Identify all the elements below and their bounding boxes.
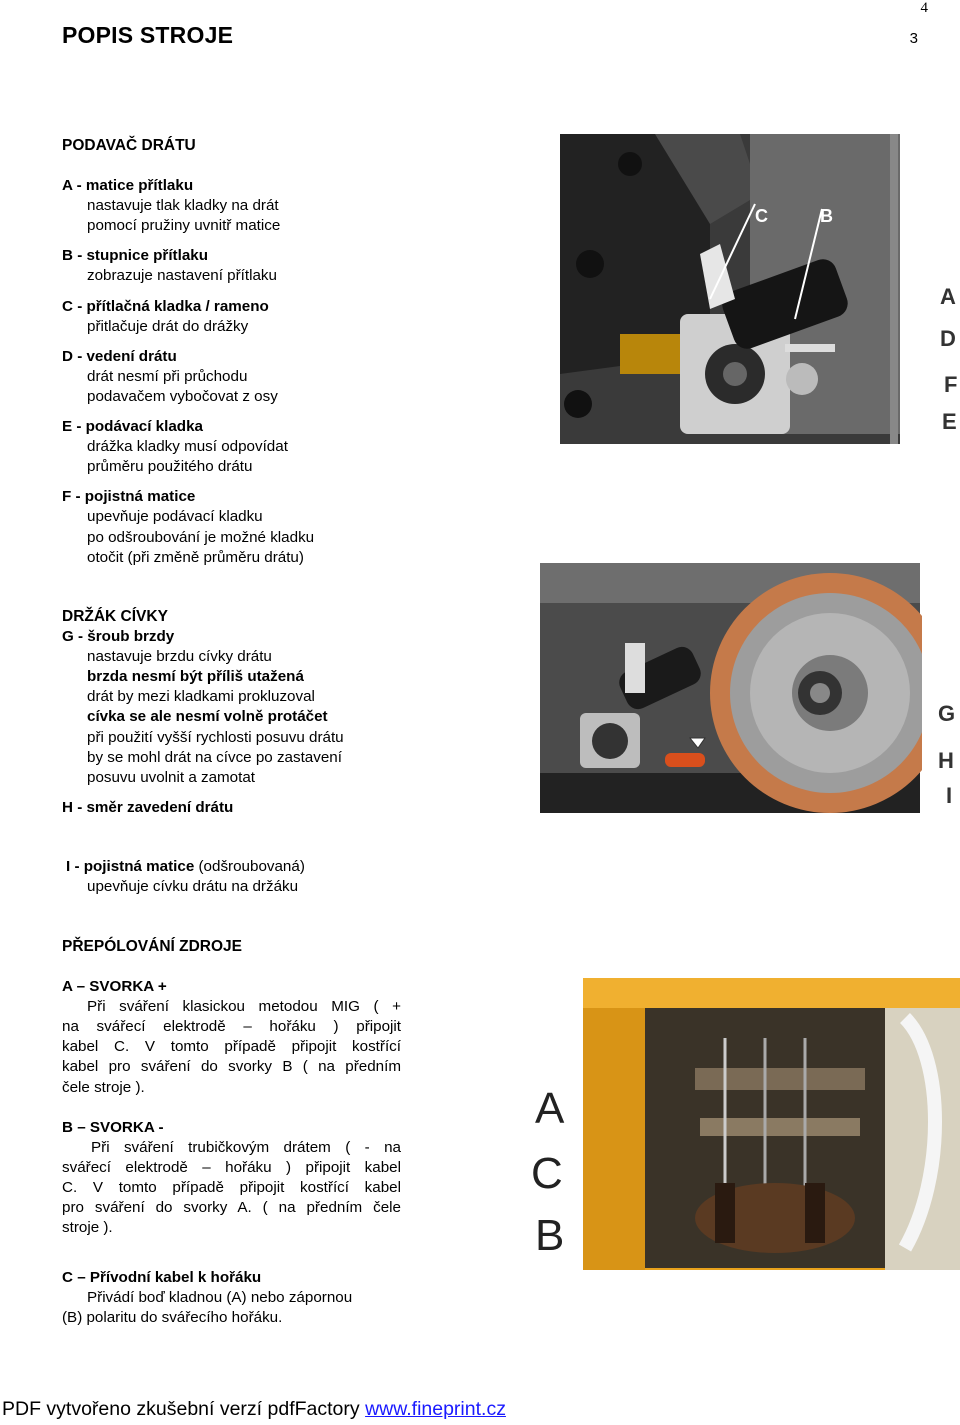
feeder-label-d: D: [940, 326, 956, 351]
feeder-item-a: A - matice přítlaku nastavuje tlak kladky na drát pomocí pružiny uvnitř matice: [62, 177, 281, 235]
feeder-label-f: F: [944, 372, 958, 397]
spool-i-text: I - pojistná matice (odšroubovaná) upevňuje cívku drátu na držáku: [66, 858, 305, 896]
footer: [2, 1398, 506, 1421]
feeder-text: [62, 136, 532, 568]
terminals-label-a: A: [535, 1084, 565, 1133]
feeder-label-c: C: [755, 206, 768, 226]
feeder-item-d: D - vedení drátu drát nesmí při průchodu podavačem vybočovat z osy: [62, 347, 278, 405]
feeder-label-e: E: [942, 409, 957, 434]
spool-label-i: I: [946, 783, 953, 808]
feeder-item-b: B - stupnice přítlaku zobrazuje nastavení přítlaku: [62, 247, 277, 285]
page-number-small: 4: [920, 0, 928, 16]
spool-label-g: G: [938, 701, 956, 726]
feeder-item-c: C - přítlačná kladka / rameno přitlačuje drát do drážky: [62, 297, 269, 335]
feeder-item-e: E - podávací kladka drážka kladky musí odpovídat průměru použitého drátu: [62, 418, 288, 476]
terminals-photo: [525, 978, 960, 1270]
spool-text: DRŽÁK CÍVKY G - šroub brzdy nastavuje brzdu cívky drátu brzda nesmí být příliš utažená drát by mezi kladkami prokluzoval cívka se ale nesmí volně protáčet při použití vyšší rychlosti posuvu drátu by se mohl drát na cívce po zastavení posuvu uvolnit a zamotat H - směr zavedení drátu: [62, 607, 532, 818]
spool-heading: DRŽÁK CÍVKY: [62, 608, 168, 625]
feeder-label-a: A: [940, 284, 956, 309]
footer-text: PDF vytvořeno zkušební verzí pdfFactory: [2, 1398, 366, 1420]
feeder-heading: PODAVAČ DRÁTU: [62, 137, 196, 154]
polarity-text: PŘEPÓLOVÁNÍ ZDROJE A – SVORKA + Při sváření klasickou metodou MIG ( + na svářecí elektrodě – hořáku ) připojit kabel C. V tomto případě připojit kostřící kabel pro sváření do svorky B ( na předním čele stroje ). B – SVORKA - Při sváření trubičkovým drátem ( - na svářecí elektrodě – hořáku ) připojit kabel C. V tomto případě připojit kostřící kabel pro sváření do svorky A. ( na předním čele stroje ). C – Přívodní kabel k hořáku Přivádí boď kladnou (A) nebo zápornou (B) polaritu do svářecího hořáku.: [62, 938, 401, 1327]
spool-label-h: H: [938, 748, 954, 773]
terminals-label-b: B: [535, 1211, 565, 1260]
feeder-label-b: B: [820, 206, 833, 226]
footer-link[interactable]: www.fineprint.cz: [365, 1398, 506, 1420]
terminals-label-c: C: [531, 1149, 563, 1198]
spool-holder-photo: [540, 563, 960, 813]
page-number: 3: [909, 30, 918, 47]
spool-h-head: H - směr zavedení drátu: [62, 798, 234, 816]
polarity-heading: PŘEPÓLOVÁNÍ ZDROJE: [62, 938, 242, 955]
page-title: POPIS STROJE: [62, 22, 234, 48]
feeder-item-f: F - pojistná matice upevňuje podávací kladku po odšroubování je možné kladku otočit (při změně průměru drátu): [62, 488, 315, 566]
wire-feeder-photo: [560, 134, 960, 444]
